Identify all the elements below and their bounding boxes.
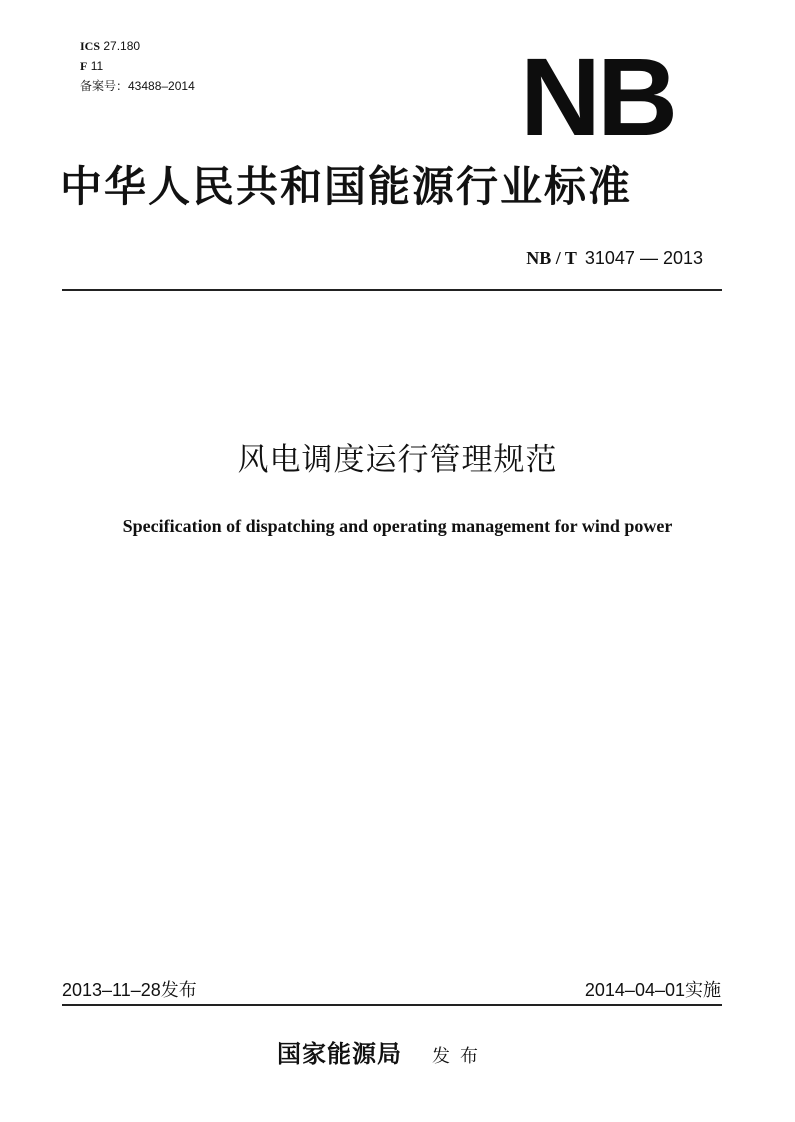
- ics-line: [80, 36, 195, 56]
- implementation-date: 2014–04–01实施: [584, 980, 721, 1000]
- industry-standard-title: 中华人民共和国能源行业标准: [60, 162, 633, 211]
- filing-number: 备案号：43488–2014: [80, 79, 195, 93]
- standard-prefix: NB / T: [526, 248, 577, 268]
- publisher-line: [277, 1038, 488, 1073]
- ics-value: 27.180: [103, 39, 141, 53]
- top-divider: [62, 289, 722, 291]
- classification-block: [80, 36, 195, 96]
- nb-logo: NB: [520, 36, 674, 159]
- document-title-en: Specification of dispatching and operating management for wind power: [122, 516, 673, 536]
- category-line: [80, 56, 195, 76]
- ics-label: ICS: [80, 39, 101, 53]
- category-label: F: [80, 59, 88, 73]
- publisher-name: 国家能源局: [277, 1039, 402, 1068]
- publish-action: 发布: [432, 1046, 488, 1067]
- issue-date: 2013–11–28发布: [62, 980, 197, 1000]
- document-title-cn: 风电调度运行管理规范: [237, 442, 558, 478]
- standard-number: 31047 — 2013: [584, 248, 703, 268]
- standard-code: [526, 246, 703, 270]
- category-value: 11: [90, 59, 104, 73]
- bottom-divider: [62, 1004, 722, 1006]
